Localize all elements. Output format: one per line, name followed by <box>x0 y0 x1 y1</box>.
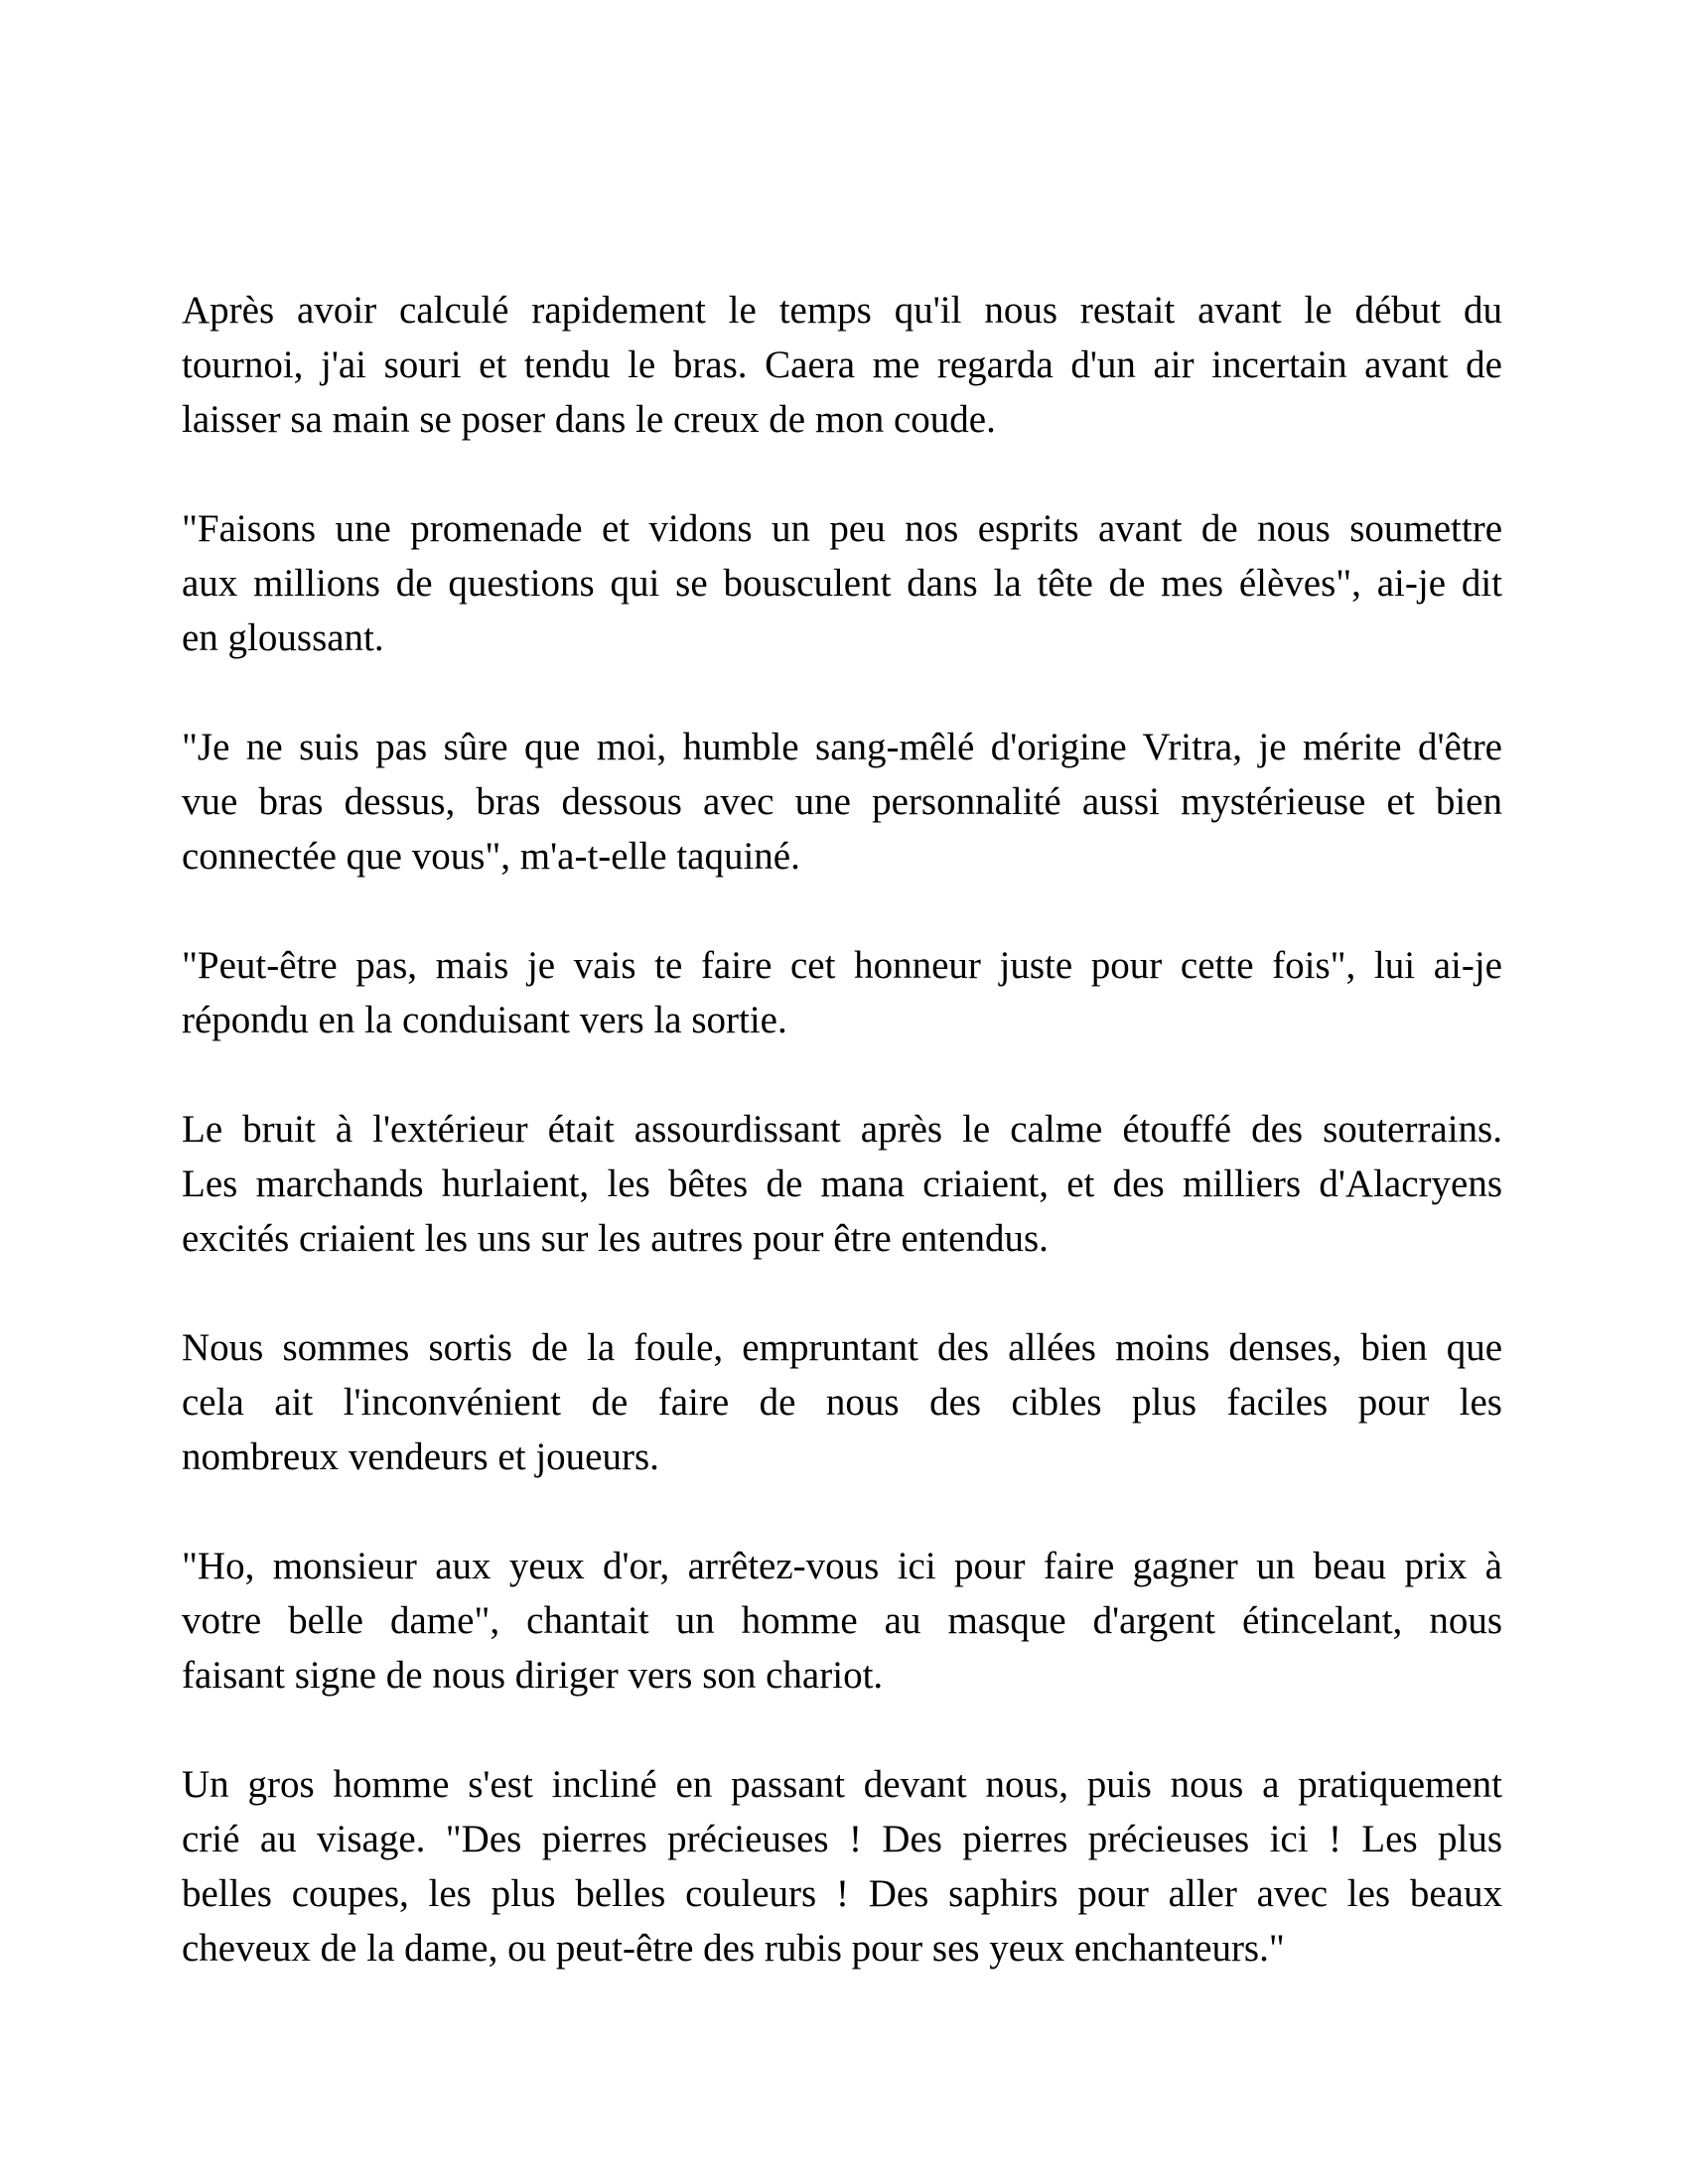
text-line: "Je ne suis pas sûre que moi, humble sang-mêlé d'origine Vritra, je mérite d'être <box>182 726 1502 768</box>
paragraph <box>182 1757 1502 1976</box>
paragraph <box>182 938 1502 1047</box>
text-line: aux millions de questions qui se bousculent dans la tête de mes élèves", ai-je dit <box>182 562 1502 605</box>
text-line: vue bras dessus, bras dessous avec une personnalité aussi mystérieuse et bien <box>182 780 1502 823</box>
text-line: Le bruit à l'extérieur était assourdissant après le calme étouffé des souterrains. <box>182 1108 1502 1151</box>
text-line: nombreux vendeurs et joueurs. <box>182 1435 659 1478</box>
paragraph <box>182 283 1502 447</box>
text-line: crié au visage. "Des pierres précieuses ! Des pierres précieuses ici ! Les plus <box>182 1818 1502 1860</box>
text-line: "Faisons une promenade et vidons un peu nos esprits avant de nous soumettre <box>182 507 1502 550</box>
text-line: tournoi, j'ai souri et tendu le bras. Caera me regarda d'un air incertain avant de <box>182 343 1502 386</box>
text-line: Nous sommes sortis de la foule, empruntant des allées moins denses, bien que <box>182 1326 1502 1369</box>
text-line: excités criaient les uns sur les autres pour être entendus. <box>182 1217 1049 1260</box>
text-line: répondu en la conduisant vers la sortie. <box>182 999 787 1041</box>
text-line: "Ho, monsieur aux yeux d'or, arrêtez-vous ici pour faire gagner un beau prix à <box>182 1545 1502 1587</box>
paragraph <box>182 1102 1502 1266</box>
text-line: cela ait l'inconvénient de faire de nous des cibles plus faciles pour les <box>182 1381 1502 1424</box>
text-line: Un gros homme s'est incliné en passant devant nous, puis nous a pratiquement <box>182 1763 1502 1806</box>
text-line: votre belle dame", chantait un homme au masque d'argent étincelant, nous <box>182 1599 1502 1642</box>
text-line: Après avoir calculé rapidement le temps qu'il nous restait avant le début du <box>182 289 1502 332</box>
text-line: faisant signe de nous diriger vers son chariot. <box>182 1654 884 1697</box>
text-line: "Peut-être pas, mais je vais te faire cet honneur juste pour cette fois", lui ai-je <box>182 944 1502 987</box>
text-line: cheveux de la dame, ou peut-être des rubis pour ses yeux enchanteurs." <box>182 1927 1285 1970</box>
paragraph <box>182 1320 1502 1484</box>
text-line: Les marchands hurlaient, les bêtes de mana criaient, et des milliers d'Alacryens <box>182 1162 1502 1205</box>
paragraph <box>182 720 1502 884</box>
text-line: en gloussant. <box>182 616 384 659</box>
text-line: belles coupes, les plus belles couleurs ! Des saphirs pour aller avec les beaux <box>182 1872 1502 1915</box>
text-line: connectée que vous", m'a-t-elle taquiné. <box>182 835 800 878</box>
body-text <box>182 283 1502 2030</box>
paragraph <box>182 501 1502 665</box>
paragraph <box>182 1539 1502 1703</box>
text-line: laisser sa main se poser dans le creux de mon coude. <box>182 398 996 441</box>
